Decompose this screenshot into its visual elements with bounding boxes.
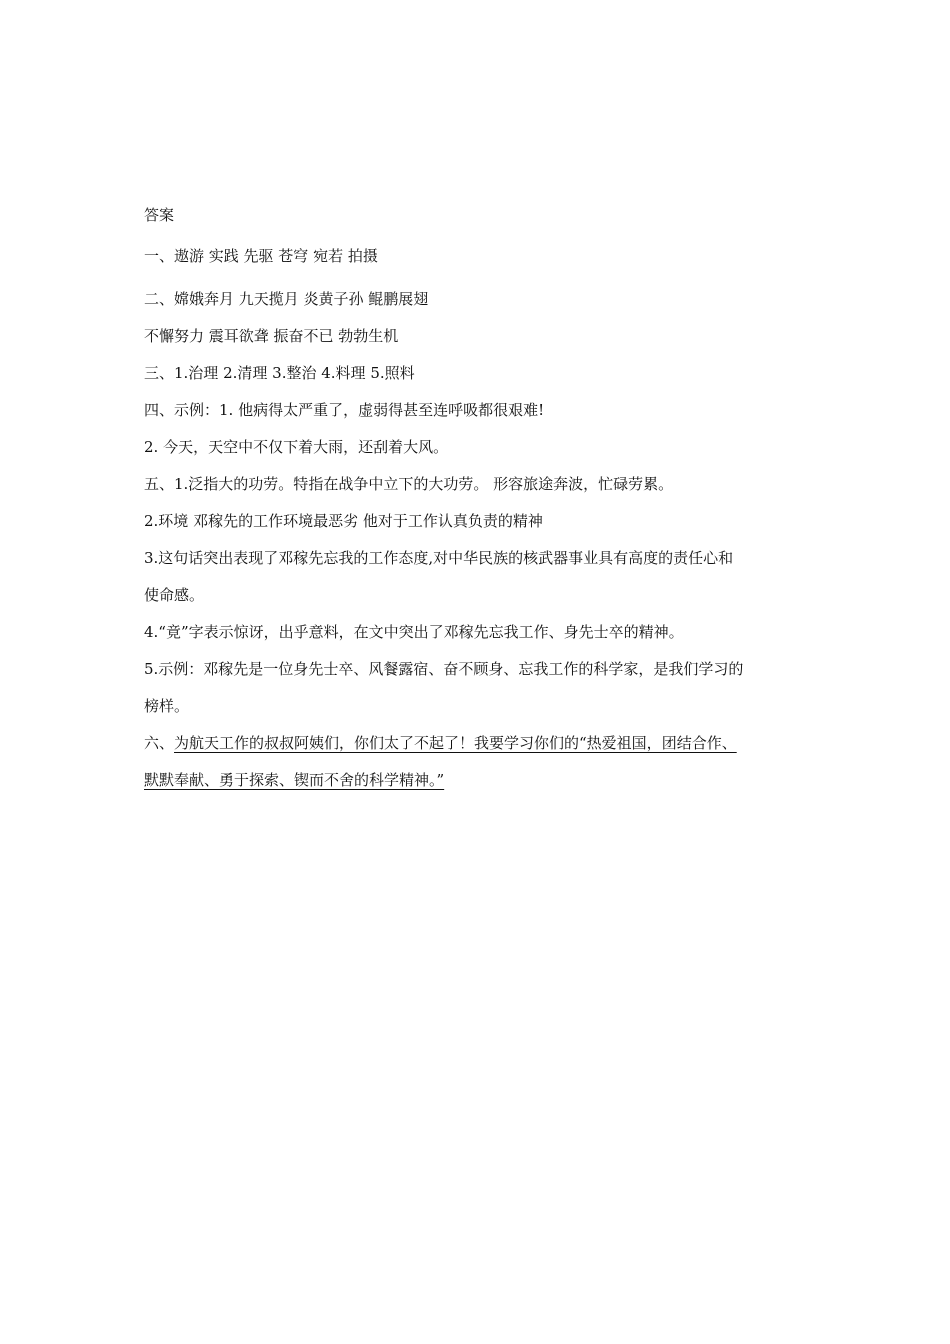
section-2-answers-line-1: 二、嫦娥奔月 九天揽月 炎黄子孙 鲲鹏展翅 [144,290,429,308]
section-6-answer-line-2 [144,762,808,799]
section-5-answer-2: 2.环境 邓稼先的工作环境最恶劣 他对于工作认真负责的精神 [144,512,543,530]
section-5-answer-4: 4.“竟”字表示惊讶，出乎意料，在文中突出了邓稼先忘我工作、身先士卒的精神。 [144,623,684,641]
section-5-answer-5-line-2: 榜样。 [144,697,190,715]
section-5-answer-3-line-1: 3.这句话突出表现了邓稼先忘我的工作态度,对中华民族的核武器事业具有高度的责任心和 [144,549,734,567]
section-3-answers: 三、1.治理 2.清理 3.整治 4.料理 5.照料 [144,364,415,382]
section-6-underlined-text: 为航天工作的叔叔阿姨们，你们太了不起了！我要学习你们的“热爱祖国，团结合作、 [174,734,737,752]
section-4-answer-2: 2. 今天，天空中不仅下着大雨，还刮着大风。 [144,438,449,456]
section-4-answer-1: 四、示例：1. 他病得太严重了，虚弱得甚至连呼吸都很艰难! [144,401,545,419]
section-6-underlined-text-continued: 默默奉献、勇于探索、锲而不舍的科学精神。” [144,771,445,789]
section-6-answer-line-1 [144,725,808,762]
section-2-answers-line-2: 不懈努力 震耳欲聋 振奋不已 勃勃生机 [144,327,399,345]
answer-content [144,197,808,799]
document-title: 答案 [144,206,175,224]
section-6-prefix: 六、 [144,734,175,752]
section-5-answer-1: 五、1.泛指大的功劳。特指在战争中立下的大功劳。 形容旅途奔波，忙碌劳累。 [144,475,674,493]
section-5-answer-5-line-1: 5.示例：邓稼先是一位身先士卒、风餐露宿、奋不顾身、忘我工作的科学家，是我们学习的 [144,660,744,678]
section-5-answer-3-line-2: 使命感。 [144,586,205,604]
section-1-answers: 一、遨游 实践 先驱 苍穹 宛若 拍摄 [144,247,378,265]
